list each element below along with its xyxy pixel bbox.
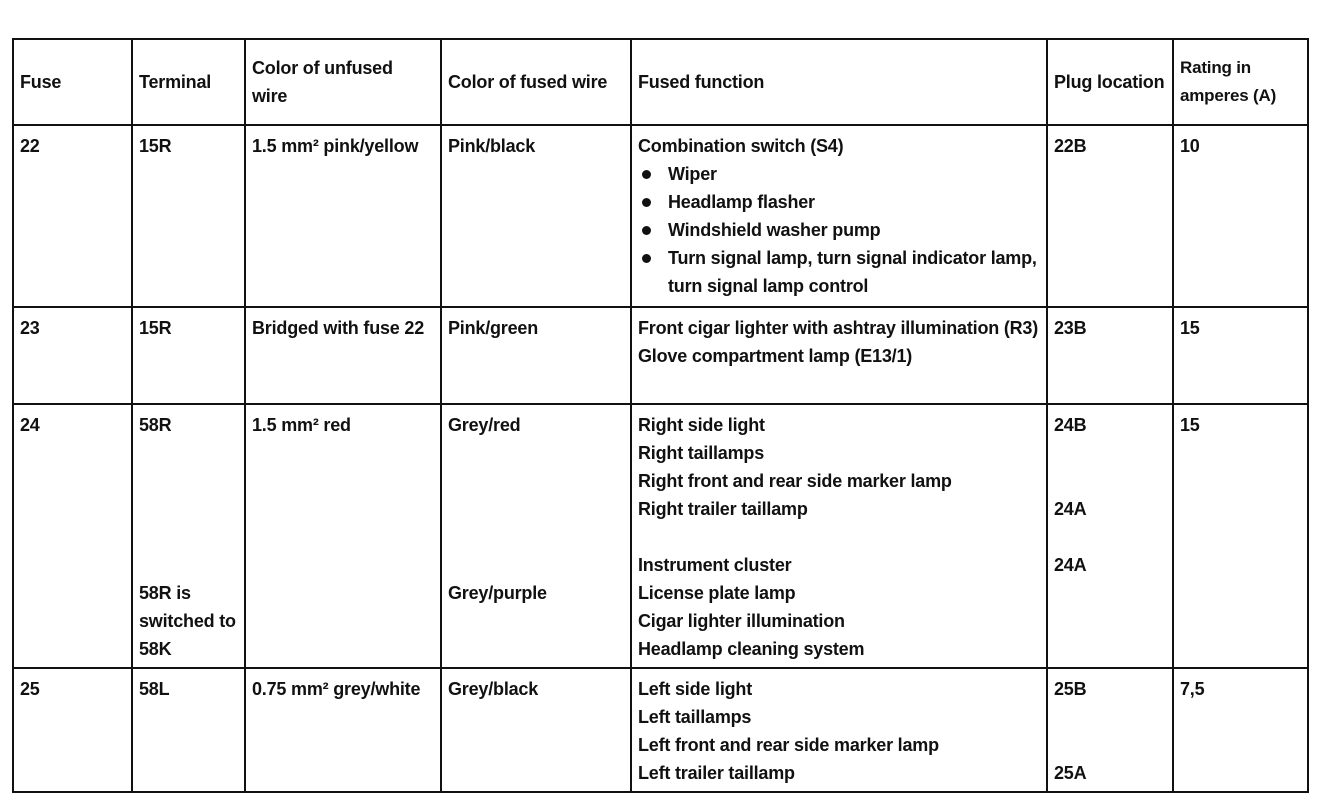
cell-fused-function	[631, 125, 1047, 307]
header-fuse: Fuse	[13, 39, 132, 125]
function-line: Headlamp cleaning system	[638, 639, 865, 659]
terminal-note: 58R is switched to 58K	[139, 583, 236, 659]
plug-gap	[1054, 523, 1166, 551]
cell-fuse: 23	[13, 307, 132, 404]
table-row	[13, 125, 1308, 307]
table-row	[13, 307, 1308, 404]
function-line: License plate lamp	[638, 583, 796, 603]
fused-wire-spacer	[448, 439, 624, 579]
list-item: Wiper	[638, 160, 1040, 188]
terminal-value: 58R	[139, 415, 172, 435]
function-line: Front cigar lighter with ashtray illumination (R3)	[638, 318, 1039, 338]
header-fused-function: Fused function	[631, 39, 1047, 125]
cell-rating: 7,5	[1173, 668, 1308, 792]
fused-wire-value-2: Grey/purple	[448, 583, 547, 603]
plug-value: 24B	[1054, 415, 1087, 435]
header-rating	[1173, 39, 1308, 125]
plug-value-2: 25A	[1054, 763, 1087, 783]
function-line: Right trailer taillamp	[638, 499, 808, 519]
cell-unfused-wire: 1.5 mm² red	[245, 404, 441, 668]
function-title: Combination switch (S4)	[638, 136, 844, 156]
cell-fused-function	[631, 668, 1047, 792]
function-line: Right front and rear side marker lamp	[638, 471, 952, 491]
fuse-table	[12, 38, 1309, 793]
function-line: Glove compartment lamp (E13/1)	[638, 346, 913, 366]
fused-wire-value: Grey/red	[448, 415, 521, 435]
cell-fuse: 25	[13, 668, 132, 792]
plug-value-2: 24A	[1054, 499, 1087, 519]
header-rating-line-2: amperes (A)	[1180, 86, 1277, 105]
function-line: Right side light	[638, 415, 765, 435]
list-item: Headlamp flasher	[638, 188, 1040, 216]
function-line: Left front and rear side marker lamp	[638, 735, 939, 755]
cell-fused-function	[631, 307, 1047, 404]
header-rating-line-1: Rating in	[1180, 58, 1251, 77]
cell-plug-location	[1047, 404, 1173, 668]
header-unfused-wire	[245, 39, 441, 125]
header-plug-location: Plug location	[1047, 39, 1173, 125]
cell-unfused-wire: 1.5 mm² pink/yellow	[245, 125, 441, 307]
plug-spacer	[1054, 439, 1166, 495]
plug-spacer	[1054, 703, 1166, 759]
cell-fused-wire: Pink/black	[441, 125, 631, 307]
terminal-spacer	[139, 439, 238, 579]
cell-rating: 15	[1173, 404, 1308, 668]
cell-fused-wire	[441, 404, 631, 668]
cell-plug-location: 22B	[1047, 125, 1173, 307]
function-gap	[638, 523, 1040, 551]
function-line: Right taillamps	[638, 443, 765, 463]
cell-rating: 15	[1173, 307, 1308, 404]
plug-value-3: 24A	[1054, 555, 1087, 575]
cell-unfused-wire: Bridged with fuse 22	[245, 307, 441, 404]
header-terminal: Terminal	[132, 39, 245, 125]
cell-terminal: 58L	[132, 668, 245, 792]
header-unfused-line-1: Color of unfused	[252, 58, 393, 78]
cell-fused-wire: Grey/black	[441, 668, 631, 792]
cell-terminal: 15R	[132, 307, 245, 404]
header-unfused-line-2: wire	[252, 86, 288, 106]
header-row	[13, 39, 1308, 125]
cell-fused-function	[631, 404, 1047, 668]
function-line: Left side light	[638, 679, 753, 699]
list-item: Windshield washer pump	[638, 216, 1040, 244]
table-row	[13, 668, 1308, 792]
cell-fuse: 22	[13, 125, 132, 307]
cell-plug-location: 23B	[1047, 307, 1173, 404]
cell-fused-wire: Pink/green	[441, 307, 631, 404]
cell-terminal: 15R	[132, 125, 245, 307]
function-line: Instrument cluster	[638, 555, 792, 575]
cell-terminal	[132, 404, 245, 668]
list-item: Turn signal lamp, turn signal indicator lamp, turn signal lamp control	[638, 244, 1040, 300]
cell-fuse: 24	[13, 404, 132, 668]
header-fused-wire: Color of fused wire	[441, 39, 631, 125]
cell-rating: 10	[1173, 125, 1308, 307]
plug-value: 25B	[1054, 679, 1087, 699]
table-row	[13, 404, 1308, 668]
function-line: Cigar lighter illumination	[638, 611, 845, 631]
cell-unfused-wire: 0.75 mm² grey/white	[245, 668, 441, 792]
function-line: Left trailer taillamp	[638, 763, 795, 783]
function-line: Left taillamps	[638, 707, 752, 727]
function-bullet-list	[638, 160, 1040, 300]
cell-plug-location	[1047, 668, 1173, 792]
